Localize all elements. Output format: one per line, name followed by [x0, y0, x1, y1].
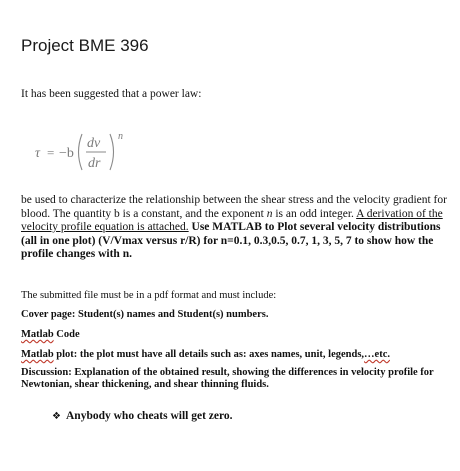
- description-paragraph: [21, 194, 449, 262]
- para-n: n: [266, 207, 273, 220]
- formula-equals: =: [47, 145, 55, 160]
- requirement-cover: Cover page: Student(s) names and Student(s) numbers.: [21, 309, 269, 320]
- matlab-instruction: Use MATLAB to Plot several velocity distributions (all in one plot) (V/Vmax versus r/R) for n=0.1, 0.3,0.5, 0.7, 1, 3, 5, 7 to show how the profile changes with n.: [21, 221, 441, 261]
- matlab-word: Matlab: [21, 329, 54, 340]
- diamond-bullet-icon: ❖: [52, 411, 61, 422]
- formula-numerator: dv: [87, 136, 101, 151]
- intro-text: It has been suggested that a power law:: [21, 88, 202, 100]
- plot-etc: …etc.: [364, 349, 390, 360]
- formula-exponent: n: [118, 131, 123, 142]
- requirement-plot: [21, 349, 390, 360]
- formula-coefficient: −b: [59, 146, 74, 161]
- formula-denominator: dr: [88, 156, 101, 171]
- code-text: Code: [53, 329, 80, 340]
- requirement-discussion: Discussion: Explanation of the obtained result, showing the differences in velocity profile for Newtonian, shear thickening, and shear thinning fluids.: [21, 367, 434, 391]
- warning-text: Anybody who cheats will get zero.: [66, 410, 233, 422]
- cheating-warning: [52, 410, 233, 422]
- para-text-1: be used to characterize the relationship between the shear stress and the velocity gradient for blood. The quantity b is a constant, and the exponent: [21, 194, 447, 220]
- formula-tau: τ: [35, 146, 41, 161]
- page-title: Project BME 396: [21, 36, 149, 55]
- derivation-note: A derivation of the velocity profile equation is attached.: [21, 207, 443, 234]
- matlab-word: Matlab: [21, 349, 54, 360]
- requirement-code: [21, 329, 80, 340]
- power-law-formula: [35, 127, 175, 177]
- requirements-header: The submitted file must be in a pdf format and must include:: [21, 290, 277, 301]
- para-text-2: is an odd integer.: [272, 207, 357, 220]
- plot-text: plot: the plot must have all details such as: axes names, unit, legends,: [53, 349, 365, 360]
